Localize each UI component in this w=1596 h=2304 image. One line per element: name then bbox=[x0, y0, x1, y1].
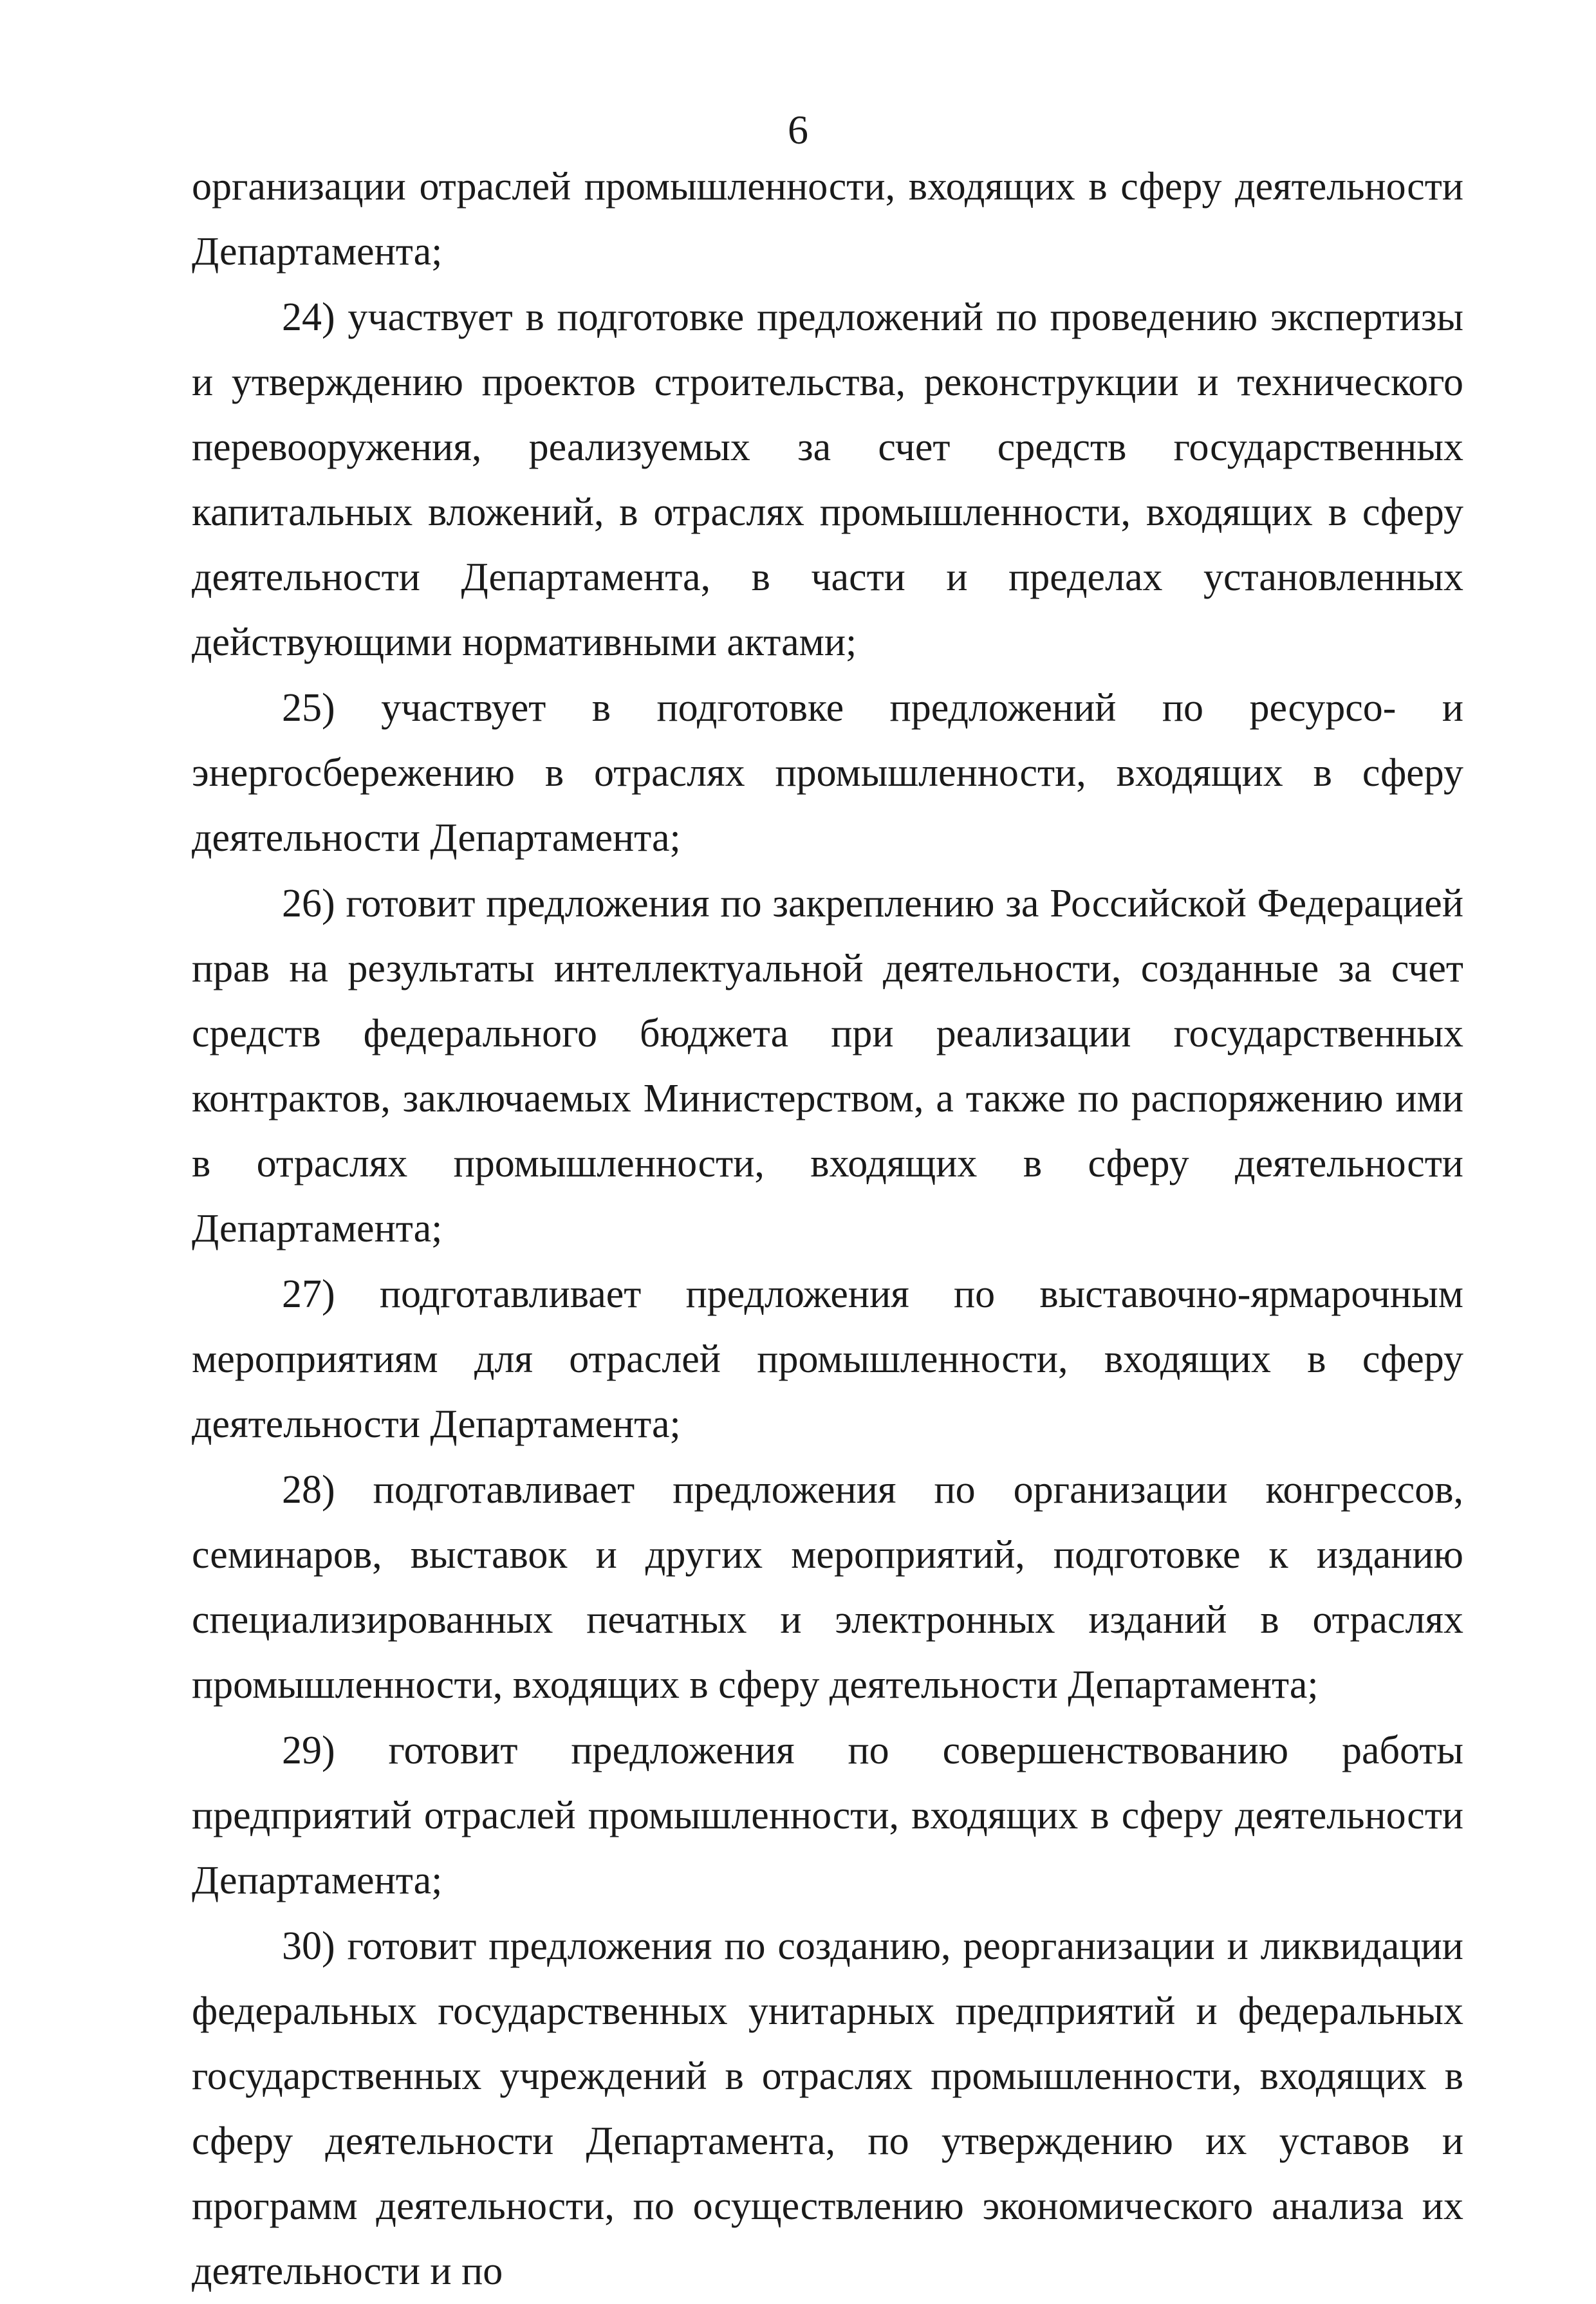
document-body bbox=[192, 154, 1463, 2304]
paragraph-item-29: 29) готовит предложения по совершенствованию работы предприятий отраслей промышленности, входящих в сферу деятельности Департамента; bbox=[192, 1729, 1463, 1902]
paragraph-item-28: 28) подготавливает предложения по организации конгрессов, семинаров, выставок и других мероприятий, подготовке к изданию специализированных печатных и электронных изданий в отраслях промышленности, входящих в сферу деятельности Департамента; bbox=[192, 1468, 1463, 1707]
paragraph-item-26: 26) готовит предложения по закреплению за Российской Федерацией прав на результаты интеллектуальной деятельности, созданные за счет средств федерального бюджета при реализации государственных контрактов, заключаемых Министерством, а также по распоряжению ими в отраслях промышленности, входящих в сферу деятельности Департамента; bbox=[192, 882, 1463, 1250]
paragraph-item-25: 25) участвует в подготовке предложений по ресурсо- и энергосбережению в отраслях промышленности, входящих в сферу деятельности Департамента; bbox=[192, 686, 1463, 860]
paragraph-item-30: 30) готовит предложения по созданию, реорганизации и ликвидации федеральных государственных унитарных предприятий и федеральных государственных учреждений в отраслях промышленности, входящих в сферу деятельности Департамента, по утверждению их уставов и программ деятельности, по осуществлению экономического анализа их деятельности и по bbox=[192, 1924, 1463, 2293]
paragraph-item-27: 27) подготавливает предложения по выставочно-ярмарочным мероприятиям для отраслей промышленности, входящих в сферу деятельности Департамента; bbox=[192, 1272, 1463, 1446]
paragraph-item-24: 24) участвует в подготовке предложений по проведению экспертизы и утверждению проектов строительства, реконструкции и технического перевооружения, реализуемых за счет средств государственных капитальных вложений, в отраслях промышленности, входящих в сферу деятельности Департамента, в части и пределах установленных действующими нормативными актами; bbox=[192, 295, 1463, 664]
page-number: 6 bbox=[788, 107, 808, 153]
paragraph-continuation: организации отраслей промышленности, входящих в сферу деятельности Департамента; bbox=[192, 165, 1463, 274]
